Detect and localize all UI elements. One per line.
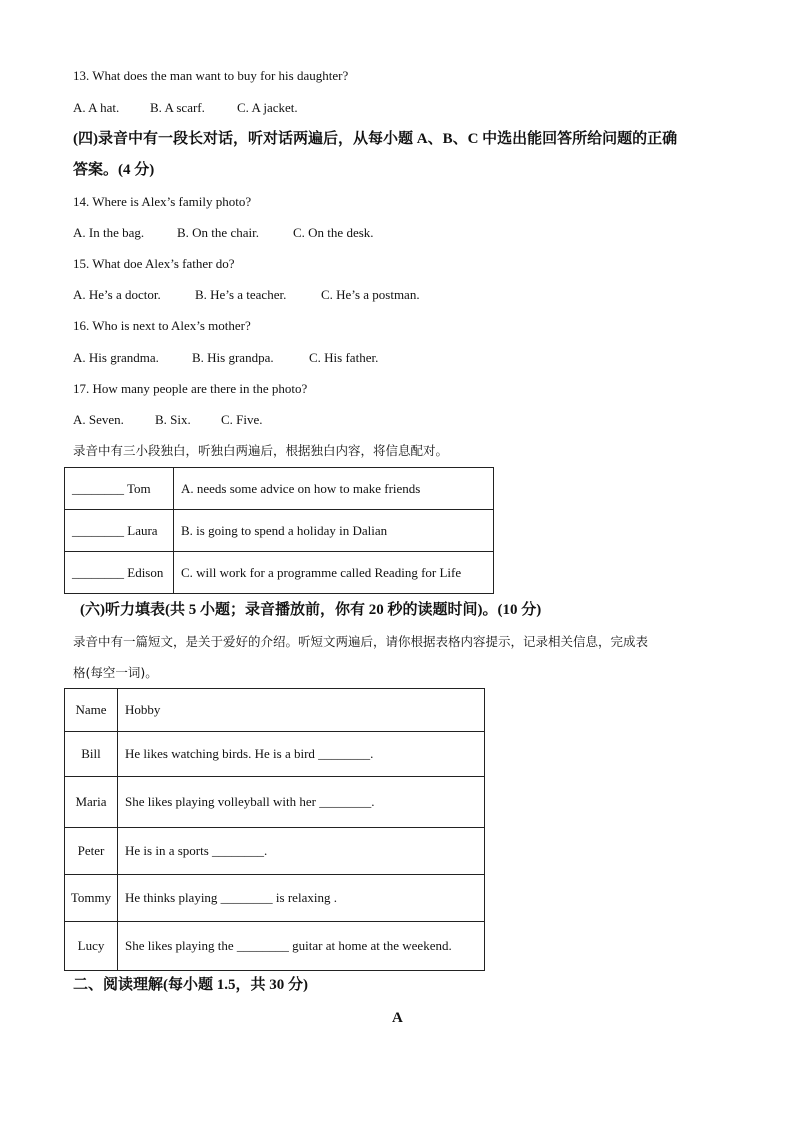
table-row <box>65 468 494 510</box>
option-a: A. His grandma. <box>73 350 159 365</box>
q17-question: 17. How many people are there in the photo? <box>73 381 308 396</box>
option-c: C. Five. <box>221 412 263 427</box>
hobby-cell: She likes playing the ________ guitar at home at the weekend. <box>118 922 485 971</box>
option-b: B. On the chair. <box>177 225 259 240</box>
q15-question: 15. What doe Alex’s father do? <box>73 256 235 271</box>
person-name-cell: Tommy <box>65 875 118 922</box>
table-row <box>65 828 485 875</box>
option-c: C. He’s a postman. <box>321 287 420 302</box>
passage-label: A <box>392 1010 403 1026</box>
section4-heading-line1: (四)录音中有一段长对话，听对话两遍后，从每小题 A、B、C 中选出能回答所给问题的正确 <box>73 131 678 147</box>
q15-options <box>73 287 420 303</box>
header-name: Name <box>65 689 118 732</box>
q16-options <box>73 350 378 366</box>
match-info-cell: C. will work for a programme called Reading for Life <box>174 552 494 594</box>
table-row <box>65 875 485 922</box>
option-b: B. Six. <box>155 412 191 427</box>
option-c: C. On the desk. <box>293 225 374 240</box>
person-name-cell: Lucy <box>65 922 118 971</box>
option-b: B. His grandpa. <box>192 350 274 365</box>
person-name-cell: Maria <box>65 777 118 828</box>
table-row <box>65 922 485 971</box>
hobby-cell: She likes playing volleyball with her ________. <box>118 777 485 828</box>
section5-instruction: 录音中有三小段独白，听独白两遍后，根据独白内容，将信息配对。 <box>73 443 449 458</box>
section6-heading: (六)听力填表(共 5 小题；录音播放前，你有 20 秒的读题时间)。(10 分) <box>80 602 542 618</box>
person-name-cell: Peter <box>65 828 118 875</box>
match-info-cell: B. is going to spend a holiday in Dalian <box>174 510 494 552</box>
option-a: A. He’s a doctor. <box>73 287 161 302</box>
hobby-cell: He thinks playing ________ is relaxing . <box>118 875 485 922</box>
person-name-cell: Bill <box>65 732 118 777</box>
option-b: B. A scarf. <box>150 100 205 115</box>
table-row <box>65 552 494 594</box>
match-name-cell: ________ Tom <box>65 468 174 510</box>
q17-options <box>73 412 263 428</box>
q14-question: 14. Where is Alex’s family photo? <box>73 194 252 209</box>
section4-heading-line2: 答案。(4 分) <box>73 162 155 178</box>
table-header-row <box>65 689 485 732</box>
hobby-cell: He is in a sports ________. <box>118 828 485 875</box>
q16-question: 16. Who is next to Alex’s mother? <box>73 318 251 333</box>
table-row <box>65 777 485 828</box>
match-name-cell: ________ Laura <box>65 510 174 552</box>
section6-instruction-line1: 录音中有一篇短文，是关于爱好的介绍。听短文两遍后，请你根据表格内容提示，记录相关信息，完成表 <box>73 634 649 649</box>
option-c: C. His father. <box>309 350 379 365</box>
match-info-cell: A. needs some advice on how to make friends <box>174 468 494 510</box>
q13-options <box>73 100 298 116</box>
option-a: A. In the bag. <box>73 225 145 240</box>
section6-instruction-line2: 格(每空一词)。 <box>73 665 158 680</box>
part2-heading: 二、阅读理解(每小题 1.5，共 30 分) <box>73 977 308 993</box>
matching-table <box>64 467 494 594</box>
q13-question: 13. What does the man want to buy for his daughter? <box>73 68 349 83</box>
table-row <box>65 732 485 777</box>
option-a: A. Seven. <box>73 412 124 427</box>
option-a: A. A hat. <box>73 100 120 115</box>
hobby-table <box>64 688 485 971</box>
table-row <box>65 510 494 552</box>
hobby-cell: He likes watching birds. He is a bird ________. <box>118 732 485 777</box>
option-c: C. A jacket. <box>237 100 298 115</box>
header-hobby: Hobby <box>118 689 485 732</box>
option-b: B. He’s a teacher. <box>195 287 287 302</box>
match-name-cell: ________ Edison <box>65 552 174 594</box>
q14-options <box>73 225 374 241</box>
